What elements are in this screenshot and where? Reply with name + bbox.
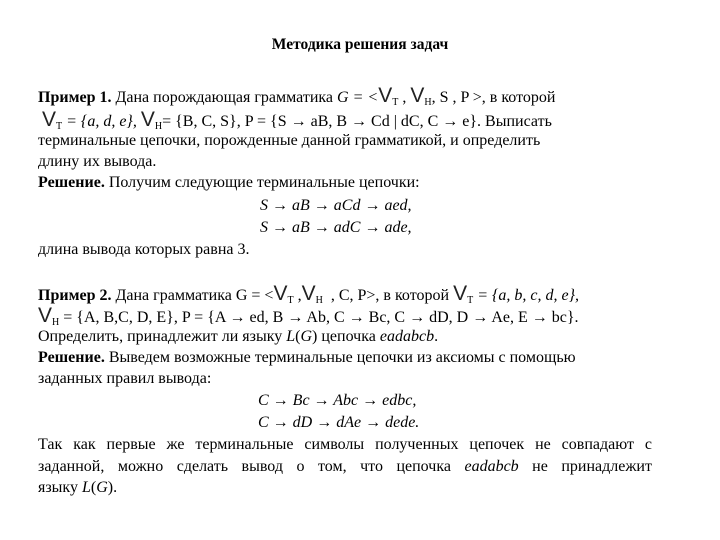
example1-line1-tail: , S , P >, в которой xyxy=(431,89,556,106)
example1-derivation-1: S → aB → aCd → aed, xyxy=(260,197,412,214)
solution-text: Выведем возможные терминальные цепочки из аксиомы с помощью xyxy=(104,349,576,366)
paren-open: ( xyxy=(295,328,301,345)
example1-line1: Пример 1. Дана порождающая грамматика $G = <V_T$ , $V_H$, S , P >, в которой xyxy=(38,84,556,108)
vt-symbol: V xyxy=(378,84,393,107)
page-title: Методика решения задач xyxy=(271,36,449,53)
example2-label: Пример 2. xyxy=(38,287,112,304)
example2-line8 xyxy=(38,478,117,498)
vh-symbol: V xyxy=(38,304,53,327)
vh-symbol: V xyxy=(140,108,155,131)
language-l: L xyxy=(286,328,296,345)
vt-symbol: V xyxy=(42,108,57,131)
vh-subscript: H xyxy=(154,121,163,132)
example2-line5: заданных правил вывода: xyxy=(38,370,212,387)
vh-subscript: H xyxy=(424,97,432,108)
example1-line4: длину их вывода. xyxy=(38,153,157,170)
example2-line3 xyxy=(38,327,438,347)
vt-symbol: V xyxy=(273,282,288,305)
solution-label: Решение. xyxy=(38,174,105,191)
example1-line6: длина вывода которых равна 3. xyxy=(38,241,250,258)
grammar-g: G xyxy=(96,479,108,496)
solution-label: Решение. xyxy=(38,349,105,366)
vt-subscript: T xyxy=(392,97,399,108)
vt-subscript: T xyxy=(287,295,294,306)
example1-label: Пример 1. xyxy=(38,89,112,106)
conclusion-text: заданной, можно сделать вывод о том, что цепочка xyxy=(38,458,465,475)
target-chain: eadabcb xyxy=(379,328,435,345)
example2-line1-mid: , С, Р>, в которой xyxy=(330,287,454,304)
vh-symbol: V xyxy=(301,282,316,305)
example1-solution xyxy=(38,173,420,193)
example2-intro: Дана грамматика G = < xyxy=(111,287,274,304)
example2-chain-text: ) цепочка xyxy=(312,328,380,345)
conclusion-tail: не принадлежит xyxy=(518,458,652,475)
vh-subscript: H xyxy=(315,295,323,306)
vh-symbol: V xyxy=(410,84,425,107)
vt-subscript: T xyxy=(467,295,474,306)
example1-grammar-open: G = < xyxy=(337,89,379,106)
grammar-g: G xyxy=(300,328,313,345)
vt-symbol: V xyxy=(453,282,468,305)
example2-rules: = {A, B,C, D, E}, P = {A → ed, B → Ab, C → Bc, C → dD, D → Ae, E → bc}. xyxy=(59,309,579,326)
example2-line1: Пример 2. Дана грамматика $G = <V_T$ $,V_H$ , С, Р>, в которой $V_T = \{a$, b, c, d, e}, xyxy=(38,282,579,306)
example2-derivation-1: C → Bc → Abc → edbc, xyxy=(258,392,417,409)
period: . xyxy=(434,328,439,345)
example2-solution xyxy=(38,348,576,368)
vt-subscript: T xyxy=(56,121,63,132)
example1-line3: терминальные цепочки, порожденные данной грамматикой, и определить xyxy=(38,132,541,149)
target-chain: eadabcb xyxy=(464,458,519,475)
example1-derivation-2: S → aB → adC → ade, xyxy=(260,219,412,236)
example2-line6: Так как первые же терминальные символы полученных цепочек не совпадают с xyxy=(38,436,652,453)
example2-line7 xyxy=(38,457,652,477)
example2-derivation-2: C → dD → dAe → dede. xyxy=(258,414,420,431)
language-word: языку xyxy=(38,479,82,496)
solution-text: Получим следующие терминальные цепочки: xyxy=(104,174,420,191)
vh-subscript: H xyxy=(52,317,60,328)
example2-question: Определить, принадлежит ли языку xyxy=(38,328,287,345)
example1-vt-set: = {a, d, e}, xyxy=(62,113,141,130)
example2-vt-set: = {a, b, c, d, e}, xyxy=(473,287,579,304)
example1-rules: = {B, C, S}, P = {S → aB, B → Cd | dC, C → e}. Выписать xyxy=(162,113,552,130)
paren-open: ( xyxy=(90,479,97,496)
language-l: L xyxy=(81,479,91,496)
paren-close: ). xyxy=(107,479,118,496)
example1-intro: Дана порождающая грамматика xyxy=(111,89,338,106)
